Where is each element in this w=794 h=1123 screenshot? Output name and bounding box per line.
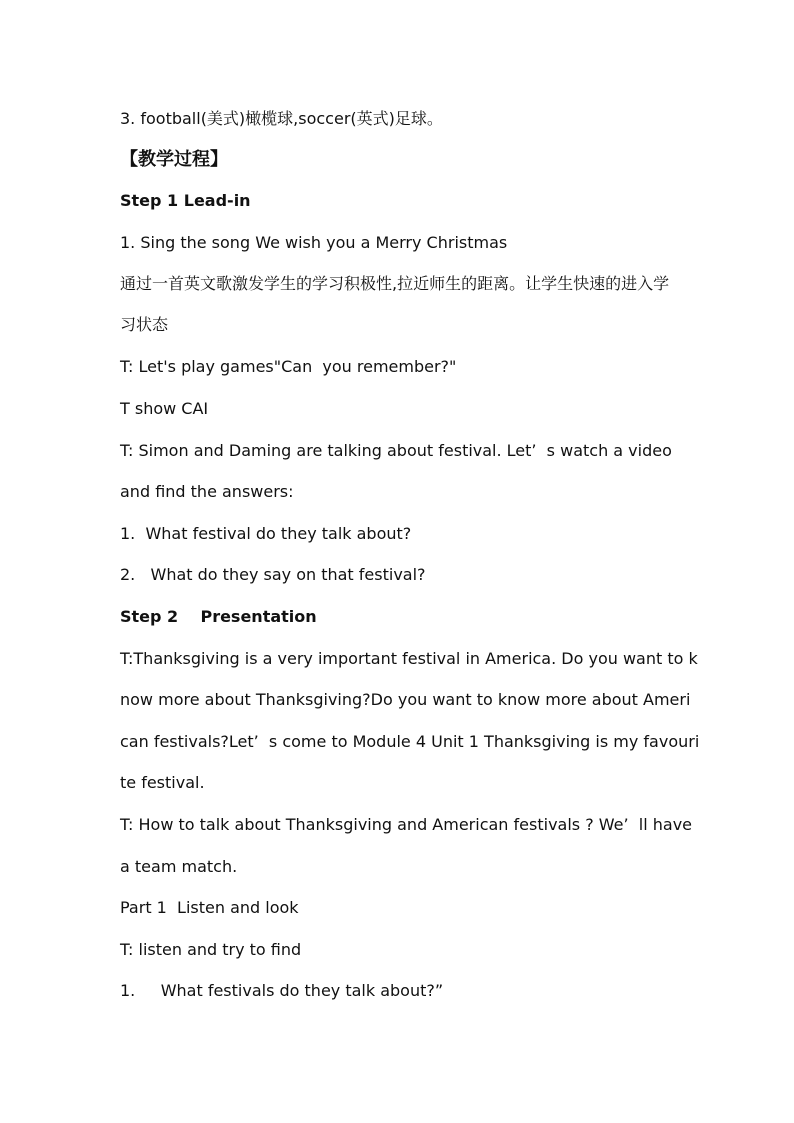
presentation-line-2: now more about Thanksgiving?Do you want to know more about Ameri [120, 690, 691, 709]
section-heading-teaching-process: 【教学过程】 [120, 149, 228, 170]
presentation-line-3: can festivals?Let’ s come to Module 4 Unit 1 Thanksgiving is my favouri [120, 732, 700, 751]
presentation-line-4: te festival. [120, 773, 205, 792]
chinese-paragraph-line-2: 习状态 [120, 315, 169, 334]
teacher-listen-line: T: listen and try to find [120, 940, 302, 959]
vocab-note-football-soccer: 3. football(美式)橄榄球,soccer(英式)足球。 [120, 109, 443, 128]
team-match-line-1: T: How to talk about Thanksgiving and American festivals ? We’ ll have [120, 815, 692, 834]
teacher-show-cai: T show CAI [120, 399, 209, 418]
presentation-line-1: T:Thanksgiving is a very important festival in America. Do you want to k [120, 649, 698, 668]
step-1-heading: Step 1 Lead-in [120, 191, 251, 210]
question-1: 1. What festival do they talk about? [120, 524, 412, 543]
teacher-line-video-1: T: Simon and Daming are talking about festival. Let’ s watch a video [120, 441, 672, 460]
part-1-heading: Part 1 Listen and look [120, 898, 299, 917]
teacher-line-video-2: and find the answers: [120, 482, 294, 501]
listen-question-1: 1. What festivals do they talk about?” [120, 981, 444, 1000]
team-match-line-2: a team match. [120, 857, 238, 876]
teacher-line-games: T: Let's play games"Can you remember?" [120, 357, 457, 376]
step-1-item-1: 1. Sing the song We wish you a Merry Christmas [120, 233, 508, 252]
question-2: 2. What do they say on that festival? [120, 565, 426, 584]
chinese-paragraph-line-1: 通过一首英文歌激发学生的学习积极性,拉近师生的距离。让学生快速的进入学 [120, 274, 670, 293]
step-2-heading: Step 2 Presentation [120, 607, 317, 626]
